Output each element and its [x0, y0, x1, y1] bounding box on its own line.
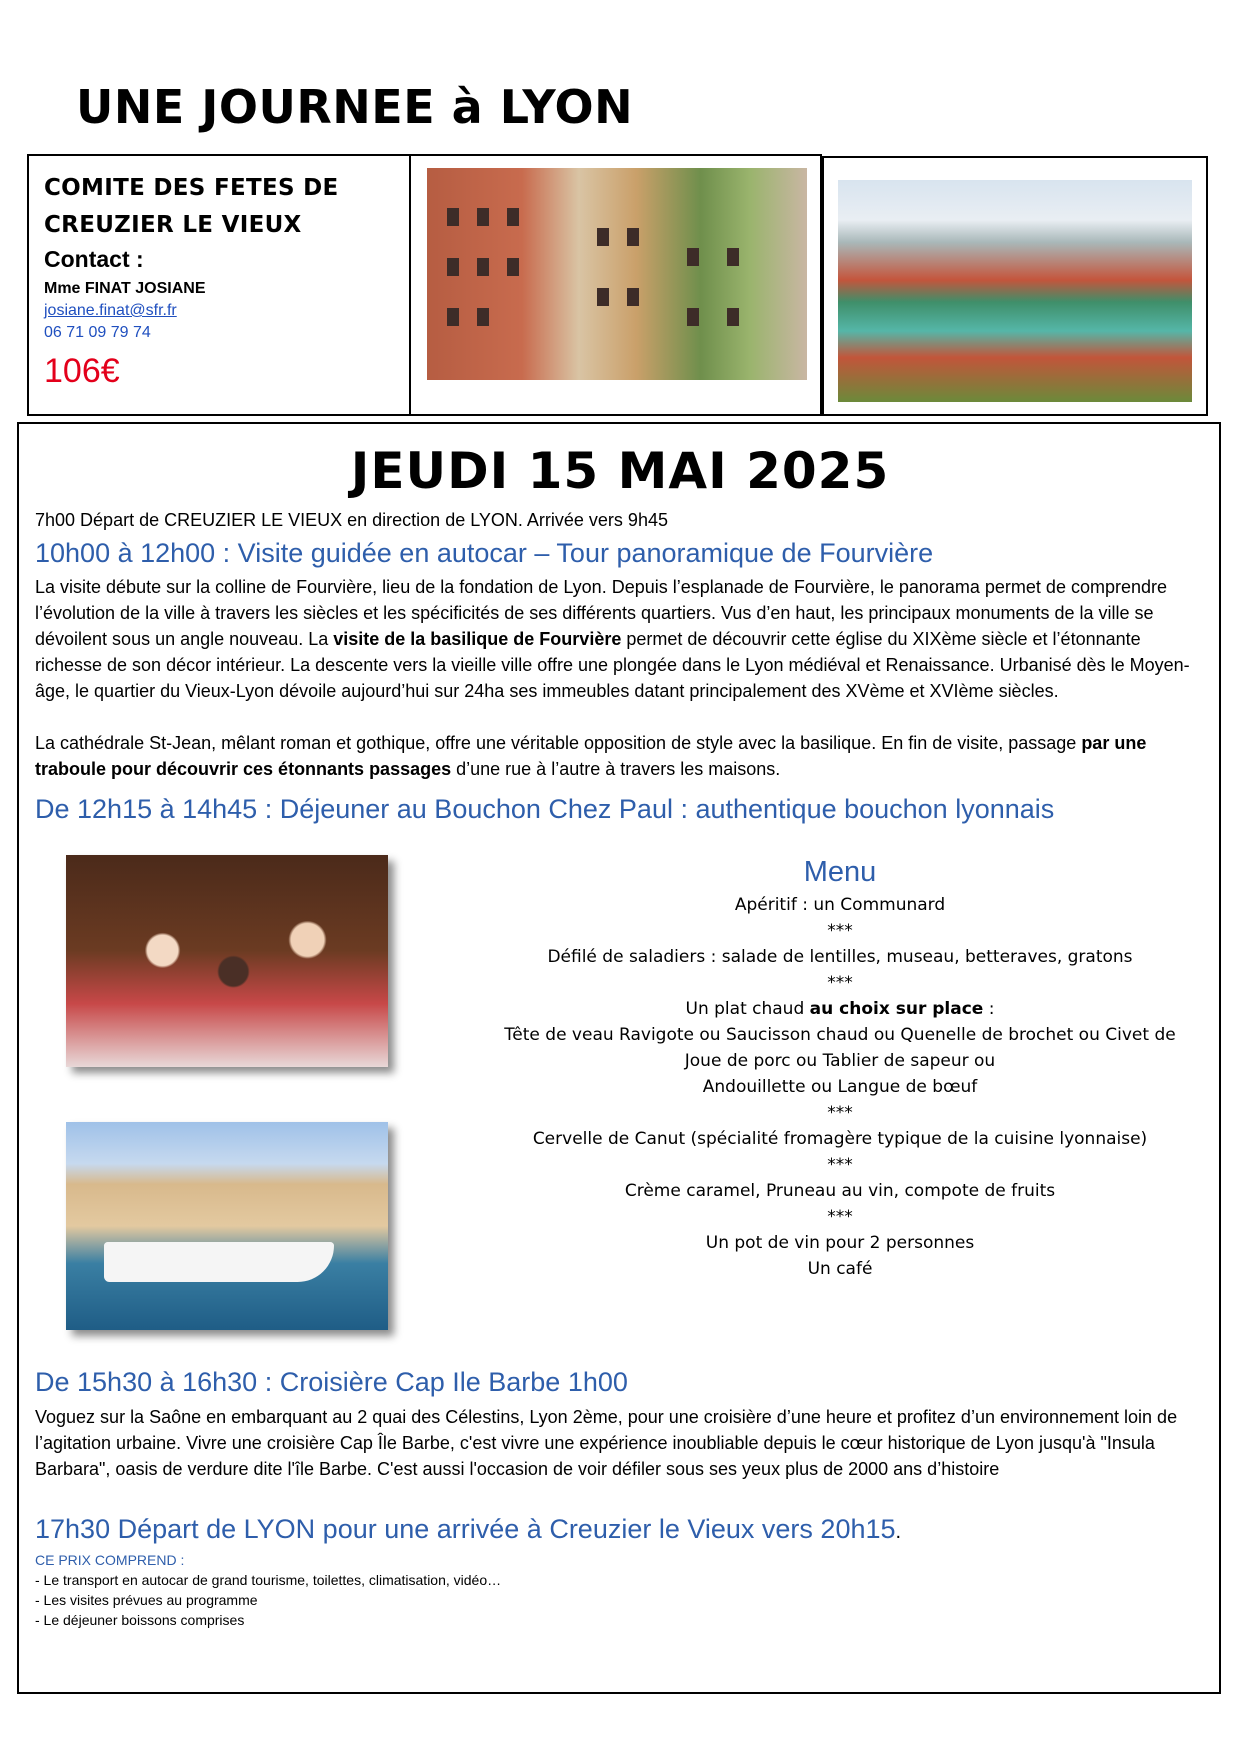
- menu-dessert: Crème caramel, Pruneau au vin, compote de fruits: [624, 1181, 1056, 1201]
- menu-main-intro: Un plat chaud au choix sur place :: [685, 999, 995, 1019]
- menu-separator: ***: [827, 973, 853, 993]
- menu-main-choices-1: Tête de veau Ravigote ou Saucisson chaud ou Quenelle de brochet ou Civet de: [504, 1025, 1176, 1045]
- contact-label: Contact :: [44, 246, 144, 272]
- organizer-name-line1: COMITE DES FETES DE: [44, 175, 339, 201]
- contact-panel: [27, 154, 411, 416]
- cruise-heading: De 15h30 à 16h30 : Croisière Cap Ile Barbe 1h00: [35, 1367, 628, 1397]
- lunch-menu: [470, 852, 1210, 1282]
- event-date: JEUDI 15 MAI 2025: [350, 442, 890, 500]
- page-title: UNE JOURNEE à LYON: [76, 80, 634, 134]
- lyon-murals-photo: [427, 168, 807, 380]
- visit-paragraph-2: La cathédrale St-Jean, mêlant roman et gothique, offre une véritable opposition de style avec la basilique. En fin de visite, passage par une traboule pour découvrir ces étonnants passages d’une rue à l’autre à travers les maisons.: [35, 733, 1147, 779]
- photo-frame-city: [822, 156, 1208, 416]
- price-includes-item: - Les visites prévues au programme: [35, 1592, 258, 1608]
- contact-email-link[interactable]: josiane.finat@sfr.fr: [44, 302, 177, 319]
- photo-frame-murals: [409, 154, 822, 416]
- menu-title: Menu: [803, 856, 877, 888]
- menu-main-choices-2: Joue de porc ou Tablier de sapeur ou: [684, 1051, 996, 1071]
- menu-wine: Un pot de vin pour 2 personnes: [705, 1233, 975, 1253]
- lyon-river-city-photo: [838, 180, 1192, 402]
- visit-paragraph-1: La visite débute sur la colline de Fourvière, lieu de la fondation de Lyon. Depuis l’esplanade de Fourvière, le panorama permet de comprendre l’évolution de la ville à travers les siècles et les spécificités de ses différents quartiers. Vus d’en haut, les principaux monuments de la ville se dévoilent sous un angle nouveau. La visite de la basilique de Fourvière permet de découvrir cette église du XIXème siècle et l’étonnante richesse de son décor intérieur. La descente vers la vieille ville offre une plongée dans le Lyon médiéval et Renaissance. Urbanisé dès le Moyen-âge, le quartier du Vieux-Lyon dévoile aujourd’hui sur 24ha ses immeubles datant principalement des XVème et XVIème siècles.: [35, 577, 1190, 701]
- return-heading: 17h30 Départ de LYON pour une arrivée à Creuzier le Vieux vers 20h15.: [35, 1514, 902, 1544]
- cruise-boat-photo: [66, 1122, 388, 1330]
- restaurant-photo: [66, 855, 388, 1067]
- menu-separator: ***: [827, 1103, 853, 1123]
- price-includes-item: - Le déjeuner boissons comprises: [35, 1612, 245, 1628]
- visit-heading: 10h00 à 12h00 : Visite guidée en autocar – Tour panoramique de Fourvière: [35, 538, 934, 568]
- menu-separator: ***: [827, 1155, 853, 1175]
- menu-main-choices-3: Andouillette ou Langue de bœuf: [702, 1077, 978, 1097]
- contact-phone: 06 71 09 79 74: [44, 324, 151, 341]
- organizer-name-line2: CREUZIER LE VIEUX: [44, 212, 302, 238]
- menu-separator: ***: [827, 921, 853, 941]
- menu-salads: Défilé de saladiers : salade de lentilles, museau, betteraves, gratons: [547, 947, 1133, 967]
- price-includes: [35, 1550, 1205, 1630]
- menu-coffee: Un café: [807, 1259, 873, 1279]
- menu-cheese: Cervelle de Canut (spécialité fromagère typique de la cuisine lyonnaise): [532, 1129, 1148, 1149]
- menu-aperitif: Apéritif : un Communard: [734, 895, 946, 915]
- menu-separator: ***: [827, 1207, 853, 1227]
- cruise-paragraph: Voguez sur la Saône en embarquant au 2 quai des Célestins, Lyon 2ème, pour une croisière d’une heure et profitez d’un environnement loin de l’agitation urbaine. Vivre une croisière Cap Île Barbe, c'est vivre une expérience inoubliable depuis le cœur historique de Lyon jusqu'à "Insula Barbara", oasis de verdure dite l'île Barbe. C'est aussi l'occasion de voir défiler sous ses yeux plus de 2000 ans d’histoire: [35, 1407, 1178, 1479]
- lunch-heading: De 12h15 à 14h45 : Déjeuner au Bouchon Chez Paul : authentique bouchon lyonnais: [35, 794, 1055, 824]
- price-includes-item: - Le transport en autocar de grand tourisme, toilettes, climatisation, vidéo…: [35, 1572, 502, 1588]
- price-includes-heading: CE PRIX COMPREND :: [35, 1552, 185, 1568]
- departure-line: 7h00 Départ de CREUZIER LE VIEUX en direction de LYON. Arrivée vers 9h45: [35, 510, 668, 530]
- contact-name: Mme FINAT JOSIANE: [44, 280, 206, 297]
- price: 106€: [44, 352, 120, 390]
